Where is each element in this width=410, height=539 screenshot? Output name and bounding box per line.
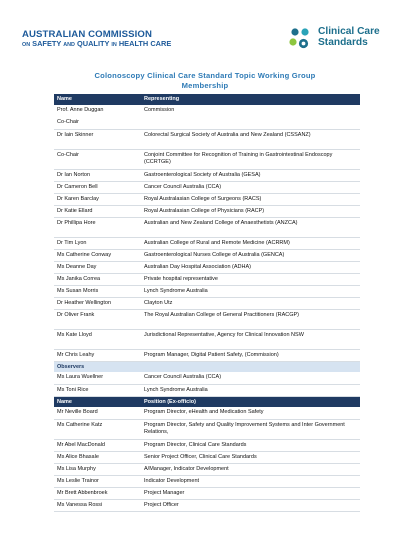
member-name: Co-Chair (54, 149, 141, 169)
table-row (54, 407, 360, 419)
table-row (54, 475, 360, 487)
ccs-logo-icon (286, 24, 314, 52)
table-row (54, 169, 360, 181)
member-name: Dr Tim Lyon (54, 237, 141, 249)
member-name: Ms Laura Wuellner (54, 372, 141, 384)
header-name: Name (54, 94, 141, 105)
section-header-role (141, 361, 360, 372)
member-role: Program Director, Safety and Quality Improvement Systems and Inter Government Relations, (141, 419, 360, 439)
member-name: Ms Catherine Katz (54, 419, 141, 439)
member-name: Ms Leslie Trainor (54, 475, 141, 487)
member-name: Dr Iain Skinner (54, 129, 141, 149)
member-name: Dr Katie Ellard (54, 205, 141, 217)
table-header-row (54, 94, 360, 105)
section-header-name: Observers (54, 361, 141, 372)
member-name: Dr Karen Barclay (54, 193, 141, 205)
table-row (54, 193, 360, 205)
member-role: Commission (144, 107, 175, 113)
member-role: Indicator Development (141, 475, 360, 487)
member-role: Program Manager, Digital Patient Safety, (Commission) (141, 349, 360, 361)
member-role: The Royal Australian College of General Practitioners (RACGP) (141, 309, 360, 329)
table-row (54, 349, 360, 361)
member-name: Ms Kate Lloyd (54, 329, 141, 349)
member-name: Ms Deanne Day (54, 261, 141, 273)
member-role: Cancer Council Australia (CCA) (141, 181, 360, 193)
table-row (54, 329, 360, 349)
table-row (54, 261, 360, 273)
table-row (54, 297, 360, 309)
member-role: Royal Australasian College of Surgeons (RACS) (141, 193, 360, 205)
member-name: Ms Toni Rice (54, 384, 141, 396)
member-name: Mr Brett Abbenbroek (54, 487, 141, 499)
table-row (54, 129, 360, 149)
member-role: Lynch Syndrome Australia (141, 285, 360, 297)
member-role: Cancer Council Australia (CCA) (141, 372, 360, 384)
member-role: Conjoint Committee for Recognition of Training in Gastrointestinal Endoscopy (CCRTGE) (141, 149, 360, 169)
member-name: Prof. Anne Duggan (57, 107, 104, 113)
acsqhc-logo (22, 30, 171, 49)
table-row (54, 217, 360, 237)
member-name: Mr Abel MacDonald (54, 439, 141, 451)
section-header-name: Name (54, 396, 141, 407)
ccs-name-line1: Clinical Care (318, 26, 380, 37)
member-name: Dr Oliver Frank (54, 309, 141, 329)
member-role: Program Director, Clinical Care Standards (141, 439, 360, 451)
member-role: Project Manager (141, 487, 360, 499)
member-role: Colorectal Surgical Society of Australia and New Zealand (CSSANZ) (141, 129, 360, 149)
member-role: A/Manager, Indicator Development (141, 463, 360, 475)
table-row (54, 149, 360, 169)
member-name: Ms Susan Morris (54, 285, 141, 297)
member-role: Gastroenterological Society of Australia (GESA) (141, 169, 360, 181)
table-row (54, 419, 360, 439)
member-role: Gastroenterological Nurses College of Australia (GENCA) (141, 249, 360, 261)
org-name-line1: AUSTRALIAN COMMISSION (22, 29, 153, 40)
table-row (54, 384, 360, 396)
org-name-line2: ON SAFETY AND QUALITY IN HEALTH CARE (22, 39, 172, 49)
ccs-logo (286, 24, 396, 54)
member-name: Ms Lisa Murphy (54, 463, 141, 475)
table-row (54, 181, 360, 193)
member-name: Ms Janika Correa (54, 273, 141, 285)
member-name: Ms Vanessa Rossi (54, 499, 141, 511)
table-row (54, 105, 360, 117)
member-role (141, 117, 360, 129)
member-role: Australian College of Rural and Remote Medicine (ACRRM) (141, 237, 360, 249)
member-role: Royal Australasian College of Physicians (RACP) (141, 205, 360, 217)
member-role: Australian Day Hospital Association (ADHA) (141, 261, 360, 273)
member-role: Australian and New Zealand College of Anaesthetists (ANZCA) (141, 217, 360, 237)
member-role: Clayton Utz (141, 297, 360, 309)
document-title: Colonoscopy Clinical Care Standard Topic Working Group Membership (94, 71, 316, 91)
ccs-name-line2: Standards (318, 37, 368, 49)
table-row (54, 499, 360, 511)
member-name: Mr Neville Board (54, 407, 141, 419)
table-section-header (54, 396, 360, 407)
table-section-header (54, 361, 360, 372)
member-name: Dr Ian Norton (54, 169, 141, 181)
table-row (54, 439, 360, 451)
page-header (0, 0, 410, 64)
table-row (54, 117, 360, 129)
member-role: Senior Project Officer, Clinical Care Standards (141, 451, 360, 463)
member-role: Jurisdictional Representative, Agency for Clinical Innovation NSW (141, 329, 360, 349)
member-role: Private hospital representative (141, 273, 360, 285)
member-role: Lynch Syndrome Australia (141, 384, 360, 396)
member-role: Program Director, eHealth and Medication Safety (141, 407, 360, 419)
member-name: Dr Heather Wellington (54, 297, 141, 309)
member-role: Project Officer (141, 499, 360, 511)
table-row (54, 237, 360, 249)
table-row (54, 285, 360, 297)
member-name: Ms Alice Bhasale (54, 451, 141, 463)
table-row (54, 249, 360, 261)
member-name: Mr Chris Leahy (54, 349, 141, 361)
member-name: Dr Cameron Bell (54, 181, 141, 193)
membership-table (54, 94, 360, 512)
table-row (54, 309, 360, 329)
table-row (54, 463, 360, 475)
member-name: Ms Catherine Conway (54, 249, 141, 261)
table-row (54, 205, 360, 217)
table-row (54, 487, 360, 499)
table-row (54, 273, 360, 285)
table-row (54, 372, 360, 384)
section-header-role: Position (Ex-officio) (141, 396, 360, 407)
member-name: Dr Phillipa Hore (54, 217, 141, 237)
member-name: Co-Chair (54, 117, 141, 129)
table-row (54, 451, 360, 463)
header-representing: Representing (141, 94, 360, 105)
